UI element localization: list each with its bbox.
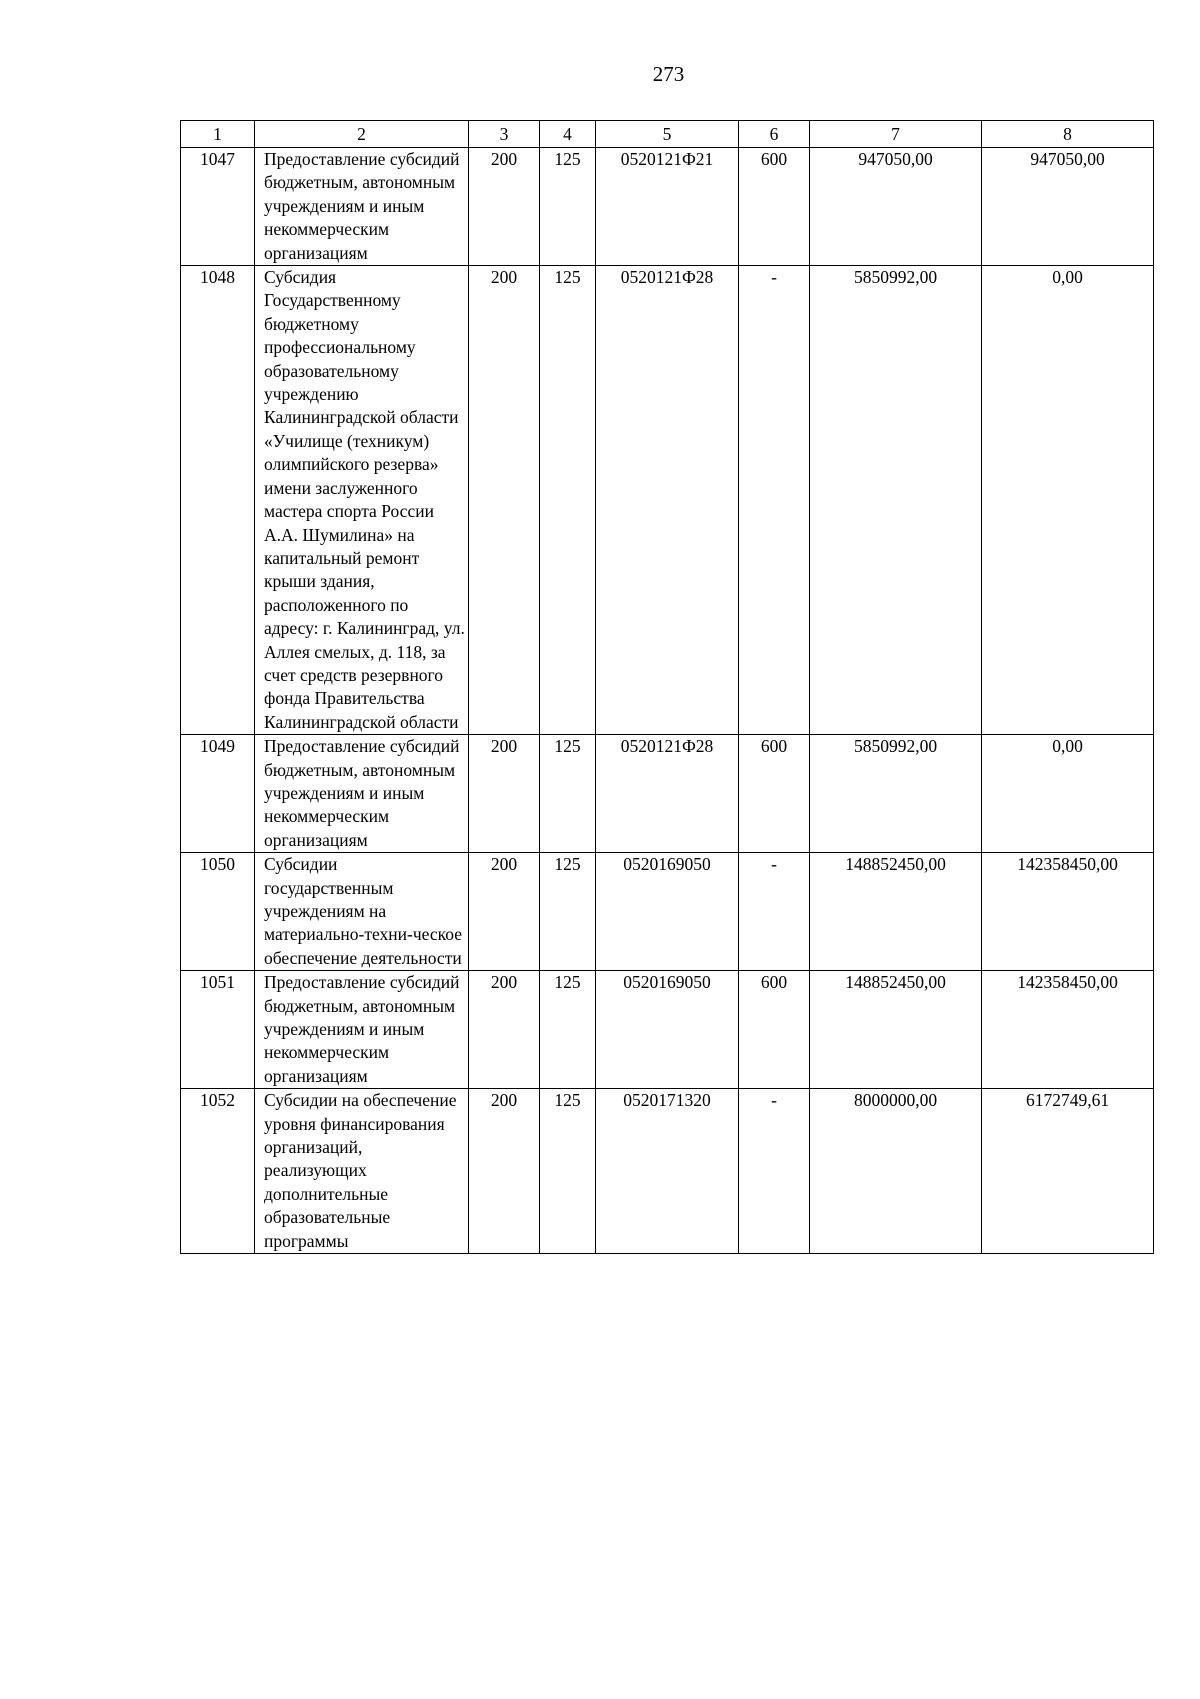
cell-col6: 600 [739, 971, 810, 1089]
cell-col5: 0520169050 [596, 853, 739, 971]
table-row [181, 735, 1154, 853]
cell-col4: 125 [540, 853, 596, 971]
cell-col8: 142358450,00 [982, 853, 1154, 971]
cell-col7: 8000000,00 [810, 1089, 982, 1254]
row-name: Субсидии на обеспечение уровня финансирования организаций, реализующих дополнительные образовательные программы [255, 1089, 469, 1254]
cell-col6: 600 [739, 148, 810, 266]
cell-col7: 148852450,00 [810, 971, 982, 1089]
row-number: 1051 [181, 971, 255, 1089]
row-name: Субсидия Государственному бюджетному профессиональному образовательному учреждению Калининградской области «Училище (техникум) олимпийского резерва» имени заслуженного мастера спорта России А.А. Шумилина» на капитальный ремонт крыши здания, расположенного по адресу: г. Калининград, ул. Аллея смелых, д. 118, за счет средств резервного фонда Правительства Калининградской области [255, 266, 469, 735]
cell-col5: 0520169050 [596, 971, 739, 1089]
column-header: 7 [810, 121, 982, 148]
row-number: 1050 [181, 853, 255, 971]
column-header: 6 [739, 121, 810, 148]
column-header: 8 [982, 121, 1154, 148]
cell-col6: - [739, 1089, 810, 1254]
table-row [181, 853, 1154, 971]
table-row [181, 266, 1154, 735]
row-name: Предоставление субсидий бюджетным, автономным учреждениям и иным некоммерческим организациям [255, 971, 469, 1089]
cell-col4: 125 [540, 266, 596, 735]
cell-col3: 200 [469, 1089, 540, 1254]
cell-col6: - [739, 853, 810, 971]
cell-col4: 125 [540, 735, 596, 853]
cell-col6: 600 [739, 735, 810, 853]
cell-col5: 0520121Ф28 [596, 266, 739, 735]
cell-col7: 148852450,00 [810, 853, 982, 971]
row-name: Субсидии государственным учреждениям на материально-техни-ческое обеспечение деятельности [255, 853, 469, 971]
row-number: 1052 [181, 1089, 255, 1254]
row-number: 1047 [181, 148, 255, 266]
column-header: 5 [596, 121, 739, 148]
row-name: Предоставление субсидий бюджетным, автономным учреждениям и иным некоммерческим организациям [255, 148, 469, 266]
cell-col3: 200 [469, 735, 540, 853]
column-header: 2 [255, 121, 469, 148]
cell-col8: 0,00 [982, 266, 1154, 735]
cell-col5: 0520121Ф21 [596, 148, 739, 266]
cell-col3: 200 [469, 148, 540, 266]
table-row [181, 1089, 1154, 1254]
cell-col7: 5850992,00 [810, 735, 982, 853]
column-header: 1 [181, 121, 255, 148]
header-row [181, 121, 1154, 148]
cell-col4: 125 [540, 148, 596, 266]
cell-col3: 200 [469, 971, 540, 1089]
row-number: 1048 [181, 266, 255, 735]
cell-col5: 0520121Ф28 [596, 735, 739, 853]
cell-col7: 947050,00 [810, 148, 982, 266]
cell-col4: 125 [540, 1089, 596, 1254]
table-row [181, 971, 1154, 1089]
cell-col6: - [739, 266, 810, 735]
cell-col3: 200 [469, 266, 540, 735]
cell-col5: 0520171320 [596, 1089, 739, 1254]
row-number: 1049 [181, 735, 255, 853]
cell-col8: 947050,00 [982, 148, 1154, 266]
cell-col3: 200 [469, 853, 540, 971]
cell-col8: 6172749,61 [982, 1089, 1154, 1254]
cell-col4: 125 [540, 971, 596, 1089]
cell-col7: 5850992,00 [810, 266, 982, 735]
column-header: 4 [540, 121, 596, 148]
cell-col8: 142358450,00 [982, 971, 1154, 1089]
column-header: 3 [469, 121, 540, 148]
page-number: 273 [652, 62, 685, 86]
budget-table [180, 120, 1154, 1254]
cell-col8: 0,00 [982, 735, 1154, 853]
row-name: Предоставление субсидий бюджетным, автономным учреждениям и иным некоммерческим организациям [255, 735, 469, 853]
table-row [181, 148, 1154, 266]
